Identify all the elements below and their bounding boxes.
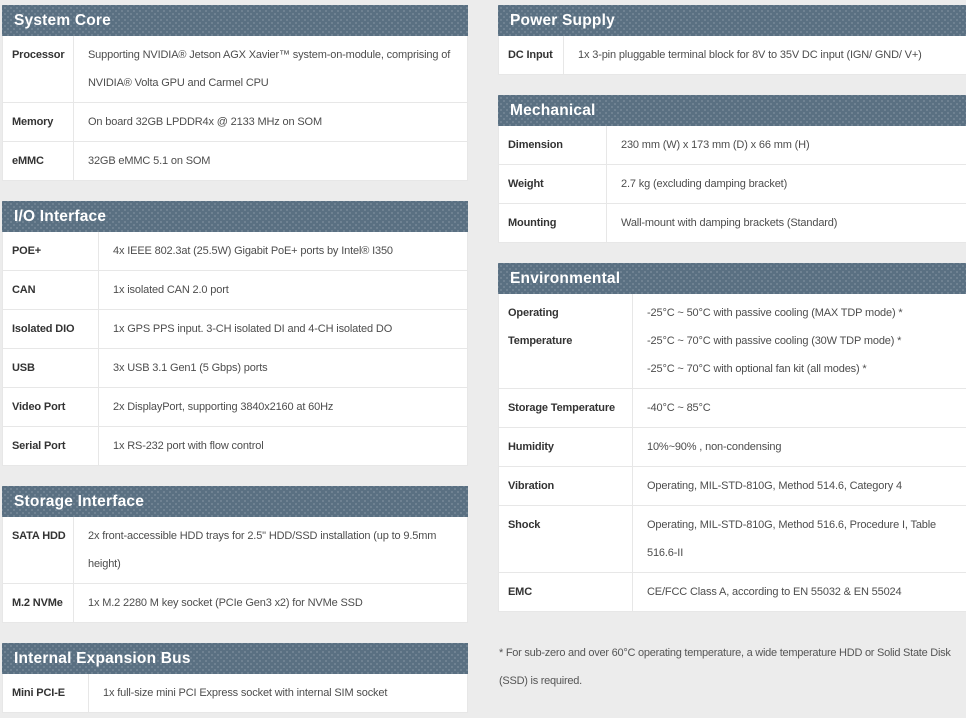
spec-value: 1x 3-pin pluggable terminal block for 8V to 35V DC input (IGN/ GND/ V+) [578,49,922,61]
spec-table-title: Storage Interface [14,493,145,510]
spec-value: 2.7 kg (excluding damping bracket) [621,178,788,190]
spec-value: 2x front-accessible HDD trays for 2.5" HDD/SSD installation (up to 9.5mm height) [88,530,437,570]
spec-table-header [498,95,966,126]
spec-row [3,388,467,427]
spec-table-title: Mechanical [510,102,596,119]
spec-label: Shock [499,506,633,572]
spec-label: Isolated DIO [3,310,99,348]
spec-table-io-interface [2,201,468,466]
spec-label: Vibration [499,467,633,505]
spec-label: Operating Temperature [499,294,633,388]
spec-table-storage-interface [2,486,468,623]
spec-table-body [498,126,966,243]
spec-table-mechanical [498,95,966,243]
spec-label: eMMC [3,142,74,180]
spec-table-body [2,517,468,623]
spec-row [3,674,467,713]
spec-label: Serial Port [3,427,99,465]
spec-label: DC Input [499,36,564,74]
spec-table-body [498,294,966,612]
spec-table-title: System Core [14,12,111,29]
spec-label: POE+ [3,232,99,270]
spec-column-left [2,5,468,718]
spec-row [3,584,467,623]
spec-table-header [2,201,468,232]
spec-table-title: I/O Interface [14,208,107,225]
spec-row [3,232,467,271]
spec-table-power-supply [498,5,966,75]
spec-label: Humidity [499,428,633,466]
spec-value: CE/FCC Class A, according to EN 55032 & EN 55024 [647,586,902,598]
spec-table-title: Environmental [510,270,621,287]
spec-table-environmental [498,263,966,612]
spec-row [499,467,966,506]
spec-row [3,271,467,310]
spec-table-body [2,232,468,466]
spec-label: Memory [3,103,74,141]
spec-value: 230 mm (W) x 173 mm (D) x 66 mm (H) [621,139,810,151]
spec-table-title: Power Supply [510,12,615,29]
spec-value: 1x M.2 2280 M key socket (PCIe Gen3 x2) for NVMe SSD [88,597,363,609]
spec-value: 2x DisplayPort, supporting 3840x2160 at 60Hz [113,401,334,413]
spec-row [3,103,467,142]
spec-row [3,517,467,584]
spec-label: M.2 NVMe [3,584,74,622]
footnote: * For sub-zero and over 60°C operating temperature, a wide temperature HDD or Solid State Disk (SSD) is required. [499,647,951,687]
spec-value: -25°C ~ 50°C with passive cooling (MAX TDP mode) * -25°C ~ 70°C with passive cooling (30W TDP mode) * -25°C ~ 70°C with optional fan kit (all modes) * [647,307,903,375]
spec-value: Supporting NVIDIA® Jetson AGX Xavier™ system-on-module, comprising of NVIDIA® Volta GPU and Carmel CPU [88,49,451,89]
spec-table-header [2,643,468,674]
spec-table-system-core [2,5,468,181]
spec-row [499,506,966,573]
spec-label: CAN [3,271,99,309]
spec-row [499,36,966,75]
spec-table-header [2,5,468,36]
spec-value: 10%~90% , non-condensing [647,441,782,453]
spec-label: Mounting [499,204,607,242]
spec-value: Wall-mount with damping brackets (Standard) [621,217,838,229]
spec-table-internal-expansion-bus [2,643,468,713]
spec-row [499,573,966,612]
spec-row [499,389,966,428]
spec-column-right [498,5,966,718]
spec-row [3,142,467,181]
spec-row [3,310,467,349]
spec-value: 1x isolated CAN 2.0 port [113,284,229,296]
spec-label: Storage Temperature [499,389,633,427]
spec-row [499,294,966,389]
spec-table-title: Internal Expansion Bus [14,650,191,667]
spec-table-header [498,5,966,36]
spec-row [3,349,467,388]
spec-label: Weight [499,165,607,203]
spec-value: 4x IEEE 802.3at (25.5W) Gigabit PoE+ ports by Intel® I350 [113,245,393,257]
spec-label: USB [3,349,99,387]
spec-label: SATA HDD [3,517,74,583]
spec-row [499,165,966,204]
spec-table-body [498,36,966,75]
spec-value: On board 32GB LPDDR4x @ 2133 MHz on SOM [88,116,322,128]
spec-value: 1x RS-232 port with flow control [113,440,264,452]
spec-value: 1x full-size mini PCI Express socket with internal SIM socket [103,687,388,699]
spec-row [499,204,966,243]
spec-row [3,427,467,466]
spec-value: -40°C ~ 85°C [647,402,711,414]
spec-row [499,428,966,467]
spec-row [499,126,966,165]
spec-table-body [2,36,468,181]
spec-value: 1x GPS PPS input. 3-CH isolated DI and 4-CH isolated DO [113,323,393,335]
spec-table-header [498,263,966,294]
spec-value: 32GB eMMC 5.1 on SOM [88,155,211,167]
spec-table-body [2,674,468,713]
spec-row [3,36,467,103]
spec-label: Processor [3,36,74,102]
spec-value: Operating, MIL-STD-810G, Method 516.6, Procedure I, Table 516.6-II [647,519,937,559]
spec-label: Mini PCI-E [3,674,89,712]
spec-label: EMC [499,573,633,611]
spec-table-header [2,486,468,517]
spec-label: Dimension [499,126,607,164]
spec-value: 3x USB 3.1 Gen1 (5 Gbps) ports [113,362,268,374]
spec-label: Video Port [3,388,99,426]
spec-value: Operating, MIL-STD-810G, Method 514.6, Category 4 [647,480,902,492]
